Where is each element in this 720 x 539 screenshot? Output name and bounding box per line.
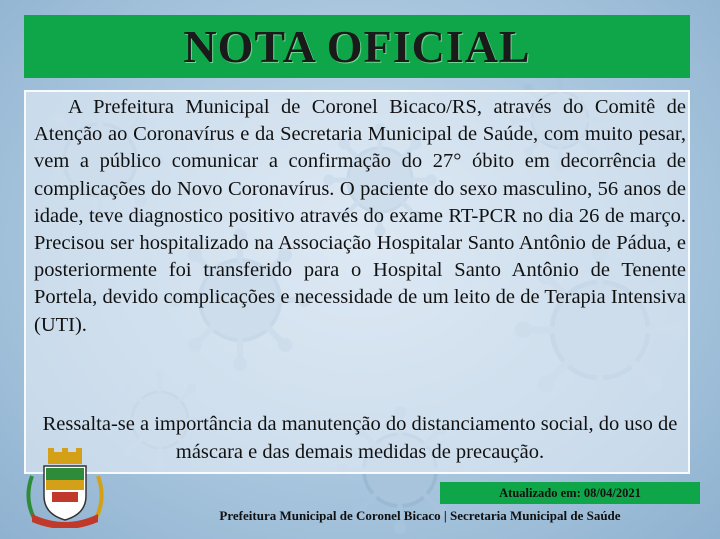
footer-credit: Prefeitura Municipal de Coronel Bicaco | Secretaria Municipal de Saúde <box>219 508 621 523</box>
notice-closing: Ressalta-se a importância da manutenção do distanciamento social, do uso de máscara e das demais medidas de precaução. <box>42 413 678 463</box>
updated-date-label: Atualizado em: 08/04/2021 <box>499 485 641 500</box>
updated-date-badge <box>440 482 700 504</box>
page-title: NOTA OFICIAL <box>183 21 531 72</box>
municipal-crest-icon <box>22 448 108 528</box>
notice-body <box>34 94 686 339</box>
title-banner <box>24 15 690 78</box>
notice-paragraph: A Prefeitura Municipal de Coronel Bicaco/RS, através do Comitê de Atenção ao Coronavírus e da Secretaria Municipal de Saúde, com muito pesar, vem a público comunicar a confirmação do 27° óbito em decorrência de complicações do Novo Coronavírus. O paciente do sexo masculino, 56 anos de idade, teve diagnostico positivo através do exame RT-PCR no dia 26 de março. Precisou ser hospitalizado na Associação Hospitalar Santo Antônio de Pádua, e posteriormente foi transferido para o Hospital Santo Antônio de Tenente Portela, devido complicações e necessidade de um leito de de Terapia Intensiva (UTI). <box>34 96 686 336</box>
